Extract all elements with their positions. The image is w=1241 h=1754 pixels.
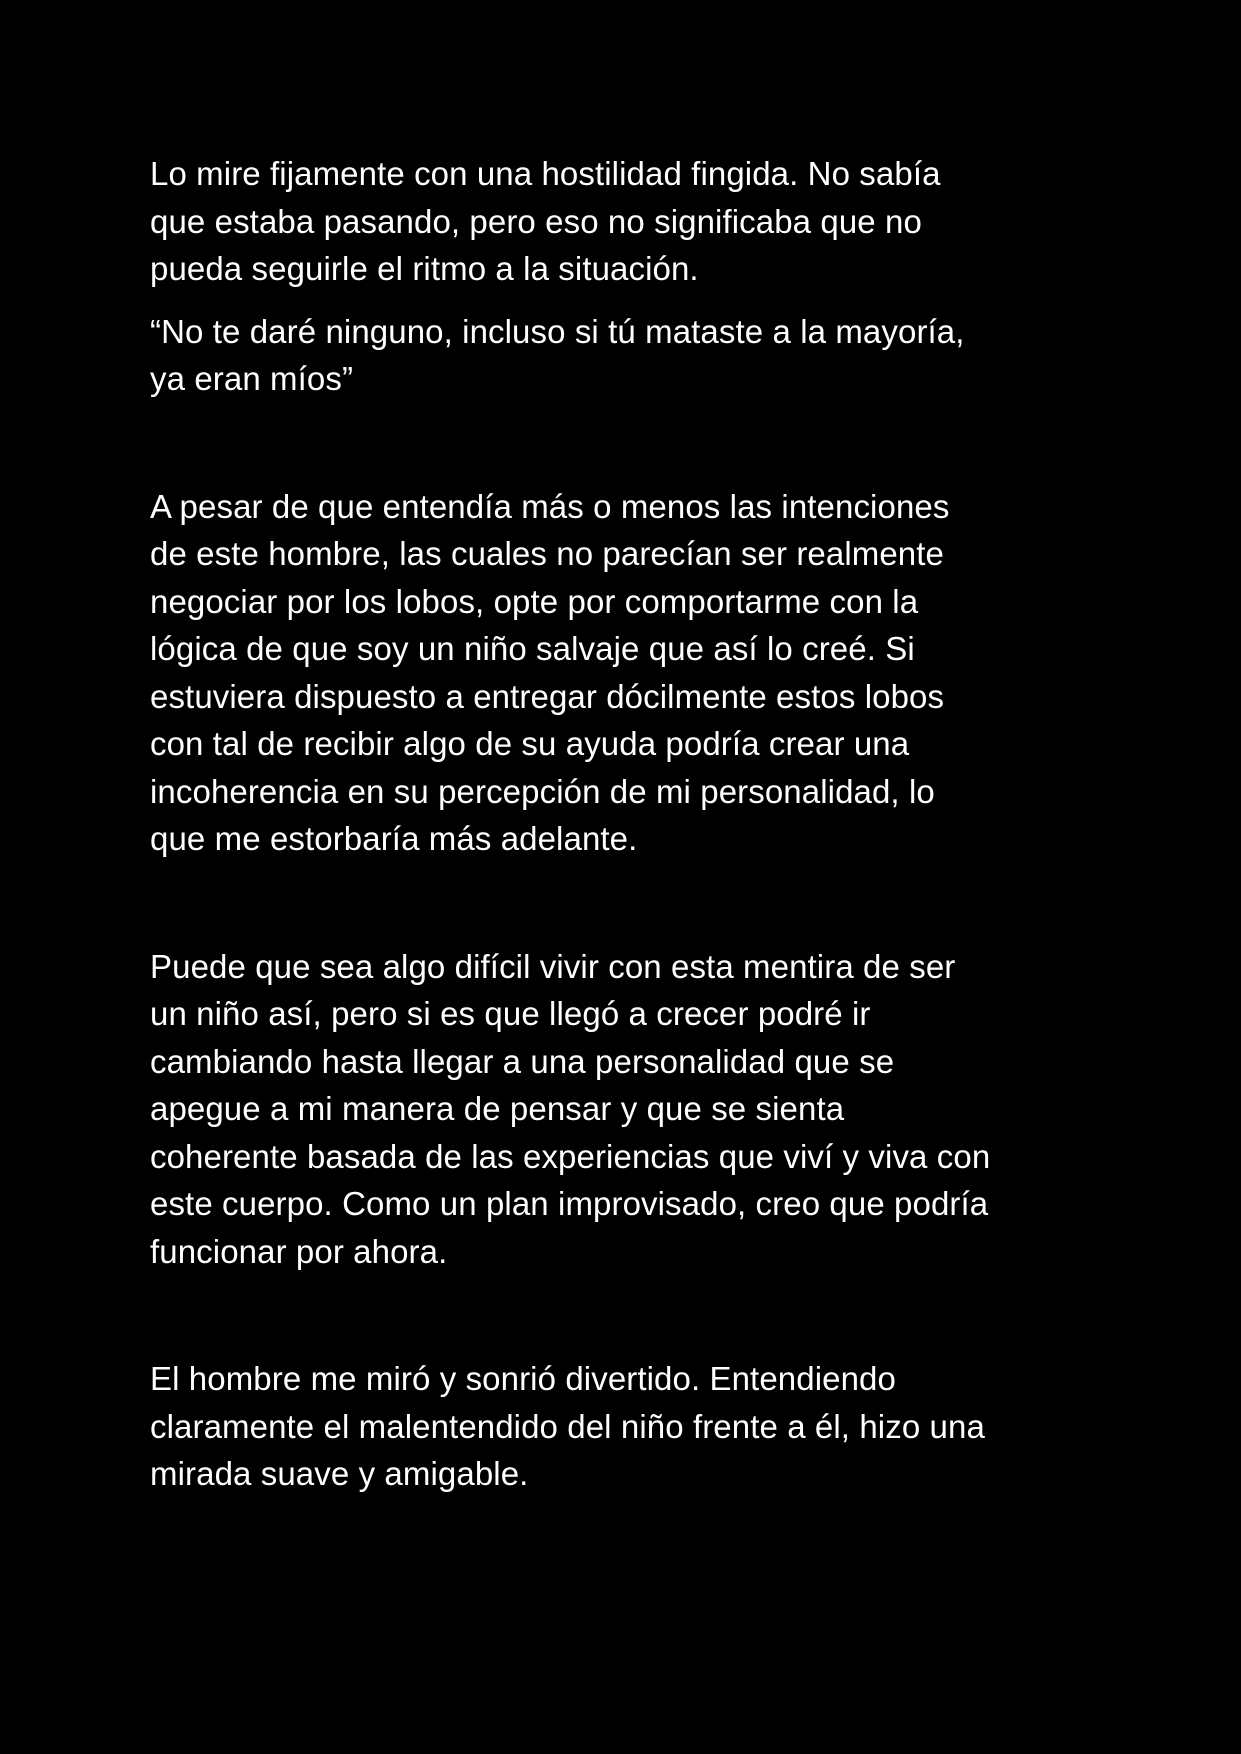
paragraph: El hombre me miró y sonrió divertido. Entendiendo claramente el malentendido del niño frente a él, hizo una mirada suave y amigable.	[150, 1360, 985, 1492]
text-body	[150, 150, 1090, 1498]
paragraph: Puede que sea algo difícil vivir con esta mentira de ser un niño así, pero si es que llegó a crecer podré ir cambiando hasta llegar a una personalidad que se apegue a mi manera de pensar y que se sienta coherente basada de las experiencias que viví y viva con este cuerpo. Como un plan improvisado, creo que podría funcionar por ahora.	[150, 947, 991, 1270]
paragraph: Lo mire fijamente con una hostilidad fingida. No sabía que estaba pasando, pero eso no significaba que no pueda seguirle el ritmo a la situación.	[150, 155, 941, 287]
dialogue-paragraph: “No te daré ninguno, incluso si tú mataste a la mayoría, ya eran míos”	[150, 312, 965, 397]
paragraph: A pesar de que entendía más o menos las intenciones de este hombre, las cuales no parecían ser realmente negociar por los lobos, opte por comportarme con la lógica de que soy un niño salvaje que así lo creé. Si estuviera dispuesto a entregar dócilmente estos lobos con tal de recibir algo de su ayuda podría crear una incoherencia en su percepción de mi personalidad, lo que me estorbaría más adelante.	[150, 487, 950, 857]
